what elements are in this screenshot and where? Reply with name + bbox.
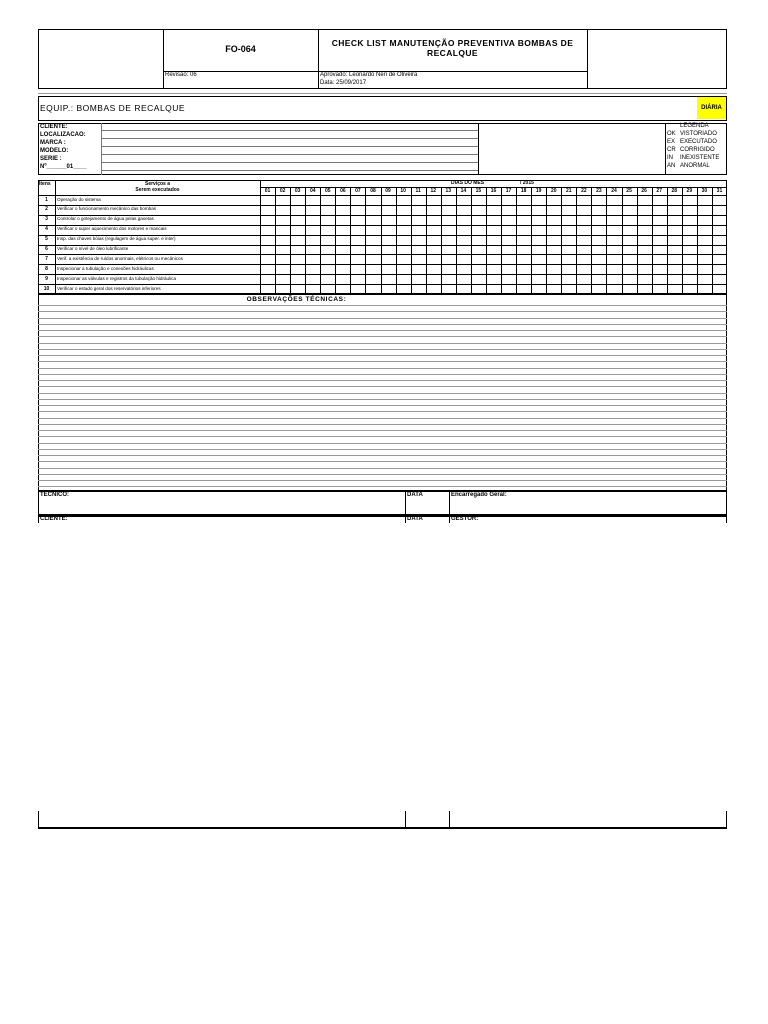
field-underline	[101, 138, 478, 139]
service-description: Verificar o estado geral dos reservatórios inferiores	[57, 285, 161, 291]
divider	[665, 123, 666, 175]
day-column-divider	[396, 187, 397, 294]
observation-line	[38, 330, 727, 331]
divider	[405, 811, 406, 828]
divider	[38, 515, 39, 523]
day-label: 02	[279, 188, 286, 194]
legend-desc: ANORMAL	[680, 163, 710, 169]
divider	[260, 180, 261, 294]
service-description: Verificar o super aquecimento dos motores e mancais	[57, 226, 167, 232]
divider	[38, 195, 727, 196]
day-label: 15	[475, 188, 482, 194]
title-line-2: RECALQUE	[427, 48, 478, 58]
field-location: LOCALIZACAO:	[40, 132, 86, 138]
legend-item	[667, 138, 719, 146]
day-column-divider	[501, 187, 502, 294]
field-number: Nº______01____	[40, 164, 87, 170]
observation-line	[38, 443, 727, 444]
observation-line	[38, 430, 727, 431]
tecnico-label: TECNICO:	[40, 492, 69, 498]
day-column-divider	[486, 187, 487, 294]
observation-line	[38, 324, 727, 325]
row-divider	[38, 245, 727, 246]
observation-line	[38, 305, 727, 306]
day-label: 18	[520, 188, 527, 194]
field-underline	[101, 162, 478, 163]
observation-line	[38, 486, 727, 487]
service-description: Verificar o funcionamento mecânico das bombas	[57, 206, 157, 212]
legend-desc: CORRIGIDO	[680, 147, 715, 153]
observation-line	[38, 361, 727, 362]
service-description: Inspecionar a tubulação e conexões hidráulicas	[57, 265, 154, 271]
observation-line	[38, 468, 727, 469]
day-label: 07	[355, 188, 361, 194]
encarregado-label: Encarregado Geral:	[451, 492, 507, 498]
legend-item	[667, 162, 719, 170]
field-underline	[101, 170, 478, 171]
legend-item	[667, 154, 719, 162]
divider	[38, 515, 727, 517]
legend-code: IN	[667, 155, 673, 161]
day-label: 30	[701, 188, 708, 194]
day-column-divider	[712, 187, 713, 294]
day-label: 13	[445, 188, 452, 194]
row-number: 8	[45, 265, 48, 272]
day-label: 08	[370, 188, 376, 194]
divider	[449, 491, 450, 523]
day-column-divider	[637, 187, 638, 294]
observation-line	[38, 368, 727, 369]
form-code: FO-064	[225, 44, 256, 54]
day-column-divider	[667, 187, 668, 294]
day-column-divider	[546, 187, 547, 294]
day-column-divider	[697, 187, 698, 294]
observation-line	[38, 349, 727, 350]
day-column-divider	[365, 187, 366, 294]
row-number: 10	[43, 285, 50, 292]
day-column-divider	[426, 187, 427, 294]
days-header: DIAS DO MES	[451, 180, 485, 186]
observation-line	[38, 418, 727, 419]
year-label: / 2015	[520, 180, 534, 186]
day-label: 27	[656, 188, 662, 194]
frequency-badge: DIÁRIA	[697, 97, 726, 119]
approval-date: Data: 25/09/2017	[320, 80, 367, 86]
row-number: 5	[45, 236, 48, 243]
field-underline	[101, 146, 478, 147]
gestor-label: GESTOR:	[451, 516, 479, 522]
day-label: 31	[716, 188, 723, 194]
observation-line	[38, 424, 727, 425]
legend-title: LEGENDA	[680, 123, 709, 129]
day-label: 24	[611, 188, 617, 194]
day-column-divider	[320, 187, 321, 294]
day-column-divider	[682, 187, 683, 294]
header-divider	[587, 29, 588, 89]
observation-line	[38, 461, 727, 462]
divider	[55, 180, 56, 294]
divider	[449, 811, 450, 828]
day-column-divider	[350, 187, 351, 294]
equipment-label: EQUIP.: BOMBAS DE RECALQUE	[40, 103, 186, 113]
observation-line	[38, 393, 727, 394]
legend-desc: VISTORIADO	[680, 131, 717, 137]
divider	[405, 491, 406, 523]
field-brand: MARCA :	[40, 140, 66, 146]
day-column-divider	[471, 187, 472, 294]
day-column-divider	[622, 187, 623, 294]
day-column-divider	[606, 187, 607, 294]
row-number: 4	[45, 226, 48, 233]
client-fields	[40, 123, 87, 171]
field-serial: SERIE :	[40, 156, 62, 162]
legend-code: OK	[667, 131, 676, 137]
day-label: 23	[596, 188, 602, 194]
day-column-divider	[576, 187, 577, 294]
observation-line	[38, 355, 727, 356]
legend	[667, 130, 719, 170]
divider	[38, 827, 727, 829]
observation-line	[38, 474, 727, 475]
day-label: 29	[686, 188, 693, 194]
observation-line	[38, 399, 727, 400]
divider	[38, 93, 727, 94]
client-signature-label: CLIENTE:	[40, 516, 68, 522]
day-label: 20	[550, 188, 557, 194]
signature-box	[38, 491, 727, 515]
divider	[726, 515, 727, 523]
day-label: 10	[400, 188, 406, 194]
day-label: 09	[385, 188, 391, 194]
observation-line	[38, 318, 727, 319]
day-column-divider	[335, 187, 336, 294]
services-header-line-1: Serviços a	[144, 181, 171, 187]
day-label: 03	[294, 188, 301, 194]
revision: Revisão: 06	[165, 72, 197, 78]
services-header-line-2: Serem executados	[135, 187, 180, 193]
day-label: 22	[581, 188, 587, 194]
observation-line	[38, 411, 727, 412]
day-label: 17	[505, 188, 512, 194]
observation-line	[38, 311, 727, 312]
day-column-divider	[290, 187, 291, 294]
approved-by: Aprovado: Leonardo Neri de Oliveira	[320, 72, 418, 78]
service-description: Verificar o nível de óleo lubrificante	[57, 246, 129, 251]
service-description: Insp. das chaves bóias (regulagem de água super. e inter)	[57, 236, 176, 242]
legend-code: AN	[667, 163, 676, 169]
legend-desc: INEXISTENTE	[680, 155, 720, 161]
day-column-divider	[561, 187, 562, 294]
column-items-header: Itens	[39, 181, 51, 187]
observation-line	[38, 343, 727, 344]
observation-line	[38, 336, 727, 337]
title-line-1: CHECK LIST MANUTENÇÃO PREVENTIVA BOMBAS DE	[331, 38, 574, 48]
observation-line	[38, 455, 727, 456]
day-label: 01	[264, 188, 271, 194]
legend-code: CR	[667, 147, 676, 153]
day-label: 28	[671, 188, 678, 194]
row-number: 2	[45, 206, 48, 213]
service-description: Inspecionar as válvulas e registros da tubulação hidráulica	[57, 275, 176, 281]
observation-line	[38, 405, 727, 406]
date-label: DATA	[407, 516, 423, 522]
divider	[478, 123, 479, 175]
row-number: 9	[45, 275, 48, 282]
column-services-header	[55, 181, 260, 193]
header-divider	[163, 29, 164, 89]
day-column-divider	[591, 187, 592, 294]
day-label: 26	[641, 188, 647, 194]
day-column-divider	[305, 187, 306, 294]
row-number: 7	[45, 255, 48, 262]
observation-line	[38, 386, 727, 387]
day-column-divider	[441, 187, 442, 294]
day-label: 14	[460, 188, 467, 194]
legend-code: EX	[667, 139, 676, 145]
field-divider	[101, 123, 102, 175]
legend-item	[667, 146, 719, 154]
day-label: 11	[415, 188, 421, 194]
observation-line	[38, 380, 727, 381]
legend-desc: EXECUTADO	[680, 139, 717, 145]
row-number: 1	[45, 196, 48, 203]
observation-line	[38, 436, 727, 437]
observation-line	[38, 480, 727, 481]
day-column-divider	[411, 187, 412, 294]
field-client: CLIENTE:	[40, 124, 68, 130]
day-column-divider	[531, 187, 532, 294]
day-label: 04	[309, 188, 316, 194]
legend-item	[667, 130, 719, 138]
row-number: 6	[45, 246, 48, 252]
day-label: 12	[430, 188, 437, 194]
field-model: MODELO:	[40, 148, 69, 154]
row-number: 3	[45, 216, 48, 223]
day-column-divider	[456, 187, 457, 294]
field-underline	[101, 130, 478, 131]
day-label: 19	[535, 188, 542, 194]
day-column-divider	[275, 187, 276, 294]
observation-line	[38, 449, 727, 450]
service-description: Operação do sistema	[57, 196, 101, 202]
day-label: 21	[566, 188, 572, 194]
service-description: Verif. a existência de ruídos anormais, elétricos ou mecânicos	[57, 255, 183, 261]
day-column-divider	[652, 187, 653, 294]
document-title	[318, 38, 587, 58]
day-label: 25	[626, 188, 632, 194]
observation-line	[38, 374, 727, 375]
day-label: 16	[490, 188, 497, 194]
day-column-divider	[381, 187, 382, 294]
field-underline	[101, 154, 478, 155]
day-label: 06	[340, 188, 346, 194]
divider	[38, 811, 39, 828]
service-description: Controlar o gotejamento de água pelas gaxetas	[57, 216, 154, 222]
observations-title: OBSERVAÇÕES TÉCNICAS:	[246, 296, 347, 303]
date-label: DATA	[407, 492, 423, 498]
day-column-divider	[516, 187, 517, 294]
divider	[726, 811, 727, 828]
day-label: 05	[325, 188, 331, 194]
